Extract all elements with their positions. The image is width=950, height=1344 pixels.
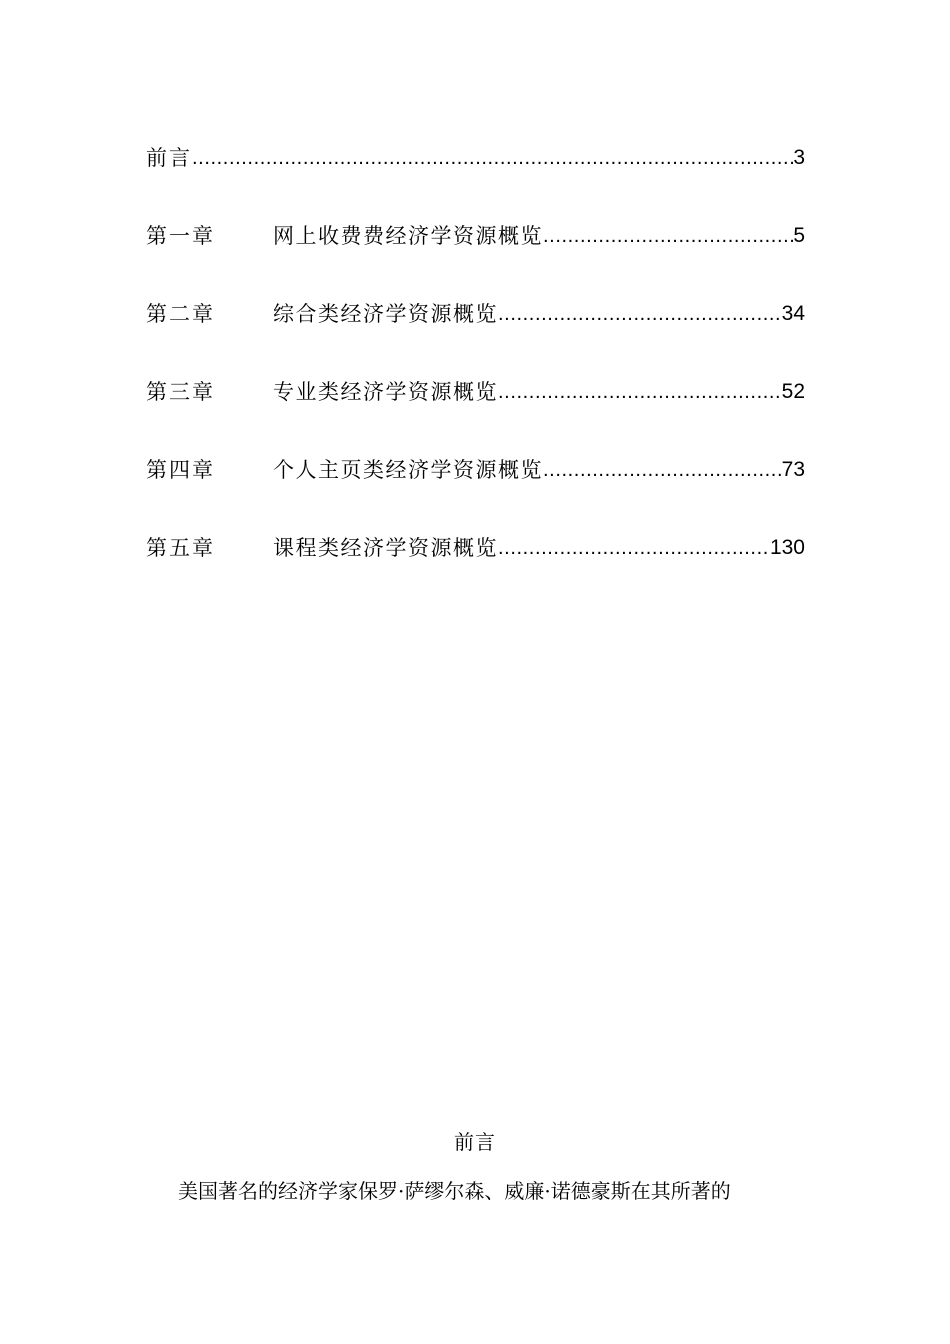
preface-heading: 前言	[454, 1130, 496, 1154]
toc-chapter-title: 专业类经济学资源概览	[273, 380, 498, 404]
toc-entry-preface[interactable]	[146, 132, 805, 172]
toc-page-number: 3	[793, 146, 805, 169]
toc-leader-dots	[192, 146, 793, 170]
toc-chapter-label: 第二章	[146, 302, 215, 326]
toc-entry-chapter-4[interactable]	[146, 444, 805, 484]
toc-page-number: 34	[781, 302, 805, 325]
toc-entry-chapter-5[interactable]	[146, 522, 805, 562]
toc-leader-dots	[543, 224, 793, 248]
preface-paragraph: 美国著名的经济学家保罗·萨缪尔森、威廉·诺德豪斯在其所著的	[178, 1179, 731, 1203]
toc-page-number: 52	[781, 380, 805, 403]
toc-chapter-label: 前言	[146, 146, 192, 170]
toc-page-number: 73	[781, 458, 805, 481]
toc-leader-dots	[543, 458, 782, 482]
toc-entry-chapter-3[interactable]	[146, 366, 805, 406]
toc-page-number: 130	[769, 536, 805, 559]
toc-leader-dots	[498, 536, 770, 560]
toc-chapter-title: 课程类经济学资源概览	[273, 536, 498, 560]
toc-chapter-title: 网上收费费经济学资源概览	[273, 224, 543, 248]
toc-leader-dots	[498, 302, 782, 326]
toc-chapter-label: 第四章	[146, 458, 215, 482]
toc-chapter-label: 第三章	[146, 380, 215, 404]
toc-entry-chapter-1[interactable]	[146, 210, 805, 250]
toc-entry-chapter-2[interactable]	[146, 288, 805, 328]
toc-chapter-label: 第五章	[146, 536, 215, 560]
toc-chapter-title: 综合类经济学资源概览	[273, 302, 498, 326]
toc-chapter-title: 个人主页类经济学资源概览	[273, 458, 543, 482]
toc-leader-dots	[498, 380, 782, 404]
toc-page-number: 5	[793, 224, 805, 247]
toc-chapter-label: 第一章	[146, 224, 215, 248]
